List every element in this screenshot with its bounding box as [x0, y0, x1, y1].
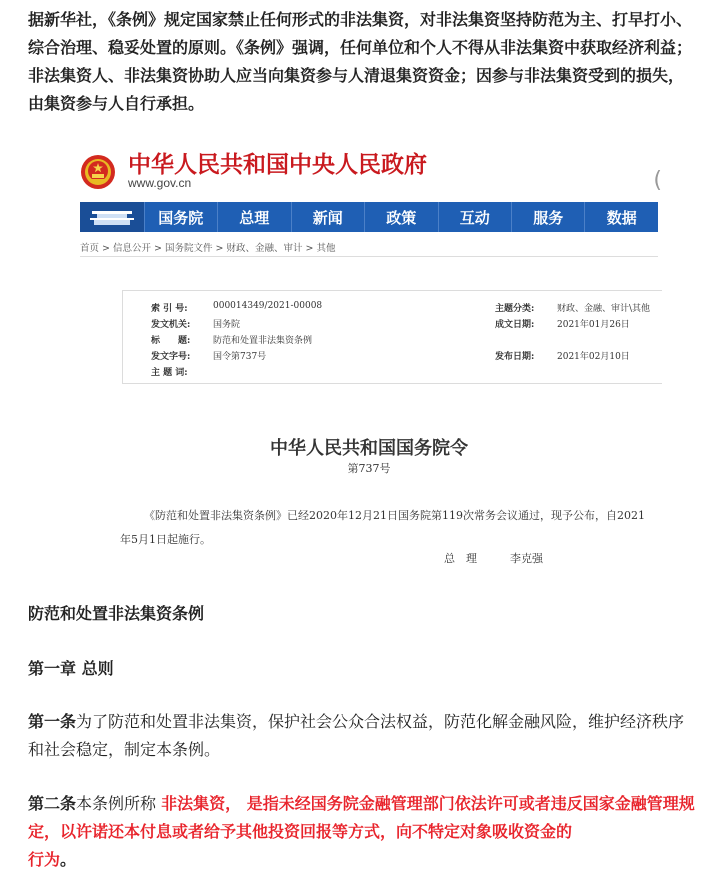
article-1-label: 第一条	[28, 712, 77, 731]
article-2-end: 。	[60, 850, 77, 869]
site-title: 中华人民共和国中央人民政府	[128, 151, 427, 178]
signer-name: 李克强	[510, 552, 543, 565]
nav-item-news[interactable]: 新闻	[291, 202, 364, 232]
article-1-text: 为了防范和处置非法集资，保护社会公众合法权益，防范化解金融风险，维护经济秩序和社会稳定，制定本条例。	[28, 712, 685, 759]
meta-docno-value: 国令第737号	[213, 352, 267, 362]
chapter-heading: 第一章 总则	[28, 659, 114, 678]
article-2-definition: 是指未经国务院金融管理部门依法许可或者违反国家金融管理规定，以许诺还本付息或者给予其他投资回报等方式，向不特定对象吸收资金的	[28, 794, 695, 841]
meta-date-value: 2021年01月26日	[557, 320, 630, 330]
divider	[80, 256, 658, 257]
order-title: 中华人民共和国国务院令	[270, 438, 468, 459]
nav-item-state-council[interactable]: 国务院	[144, 202, 217, 232]
meta-issuer-label: 发文机关:	[151, 320, 191, 330]
regulation-title: 防范和处置非法集资条例	[28, 604, 205, 623]
nav-home[interactable]	[80, 202, 144, 232]
meta-index-label: 索 引 号:	[151, 304, 188, 314]
embedded-gov-page-screenshot	[80, 138, 662, 572]
order-body: 《防范和处置非法集资条例》已经2020年12月21日国务院第119次常务会议通过，现予公布，自2021年5月1日起施行。	[120, 509, 645, 546]
meta-docno-label: 发文字号:	[151, 352, 191, 362]
article-2-term: 非法集资，	[161, 794, 242, 813]
tiananmen-icon	[89, 208, 135, 226]
meta-title-value: 防范和处置非法集资条例	[213, 336, 313, 346]
signer-title: 总 理	[444, 552, 477, 565]
article-2-text: 本条例所称	[76, 794, 162, 813]
document-meta-box	[122, 290, 662, 384]
article-2	[28, 790, 700, 874]
nav-item-premier[interactable]: 总理	[217, 202, 290, 232]
meta-date-label: 成文日期:	[495, 320, 535, 330]
article-2-definition-end: 行为	[28, 850, 61, 869]
article-2-label: 第二条	[28, 794, 77, 813]
national-emblem-icon	[80, 154, 116, 190]
meta-index-value: 000014349/2021-00008	[213, 301, 323, 311]
gov-header	[80, 138, 662, 200]
meta-topic-value: 财政、金融、审计\其他	[557, 304, 651, 314]
site-url: www.gov.cn	[128, 176, 192, 190]
breadcrumb[interactable]: 首页 > 信息公开 > 国务院文件 > 财政、金融、审计 > 其他	[80, 243, 336, 254]
nav-item-data[interactable]: 数据	[584, 202, 657, 232]
meta-topic-label: 主题分类:	[495, 304, 535, 314]
nav-bar	[80, 202, 658, 232]
article-1	[28, 708, 700, 764]
order-number: 第737号	[347, 462, 391, 475]
meta-issuer-value: 国务院	[213, 320, 241, 330]
nav-item-interaction[interactable]: 互动	[438, 202, 511, 232]
meta-pubdate-value: 2021年02月10日	[557, 352, 630, 362]
meta-keywords-label: 主 题 词:	[151, 368, 188, 378]
intro-paragraph: 据新华社，《条例》规定国家禁止任何形式的非法集资，对非法集资坚持防范为主、打早打小、综合治理、稳妥处置的原则。《条例》强调，任何单位和个人不得从非法集资中获取经济利益；非法集资人、非法集资协助人应当向集资参与人清退集资资金；因参与非法集资受到的损失，由集资参与人自行承担。	[28, 10, 693, 113]
meta-pubdate-label: 发布日期:	[495, 352, 535, 362]
meta-title-label: 标 题:	[151, 336, 191, 346]
nav-item-services[interactable]: 服务	[511, 202, 584, 232]
nav-item-policy[interactable]: 政策	[364, 202, 437, 232]
next-arrow-icon: (	[653, 168, 662, 193]
